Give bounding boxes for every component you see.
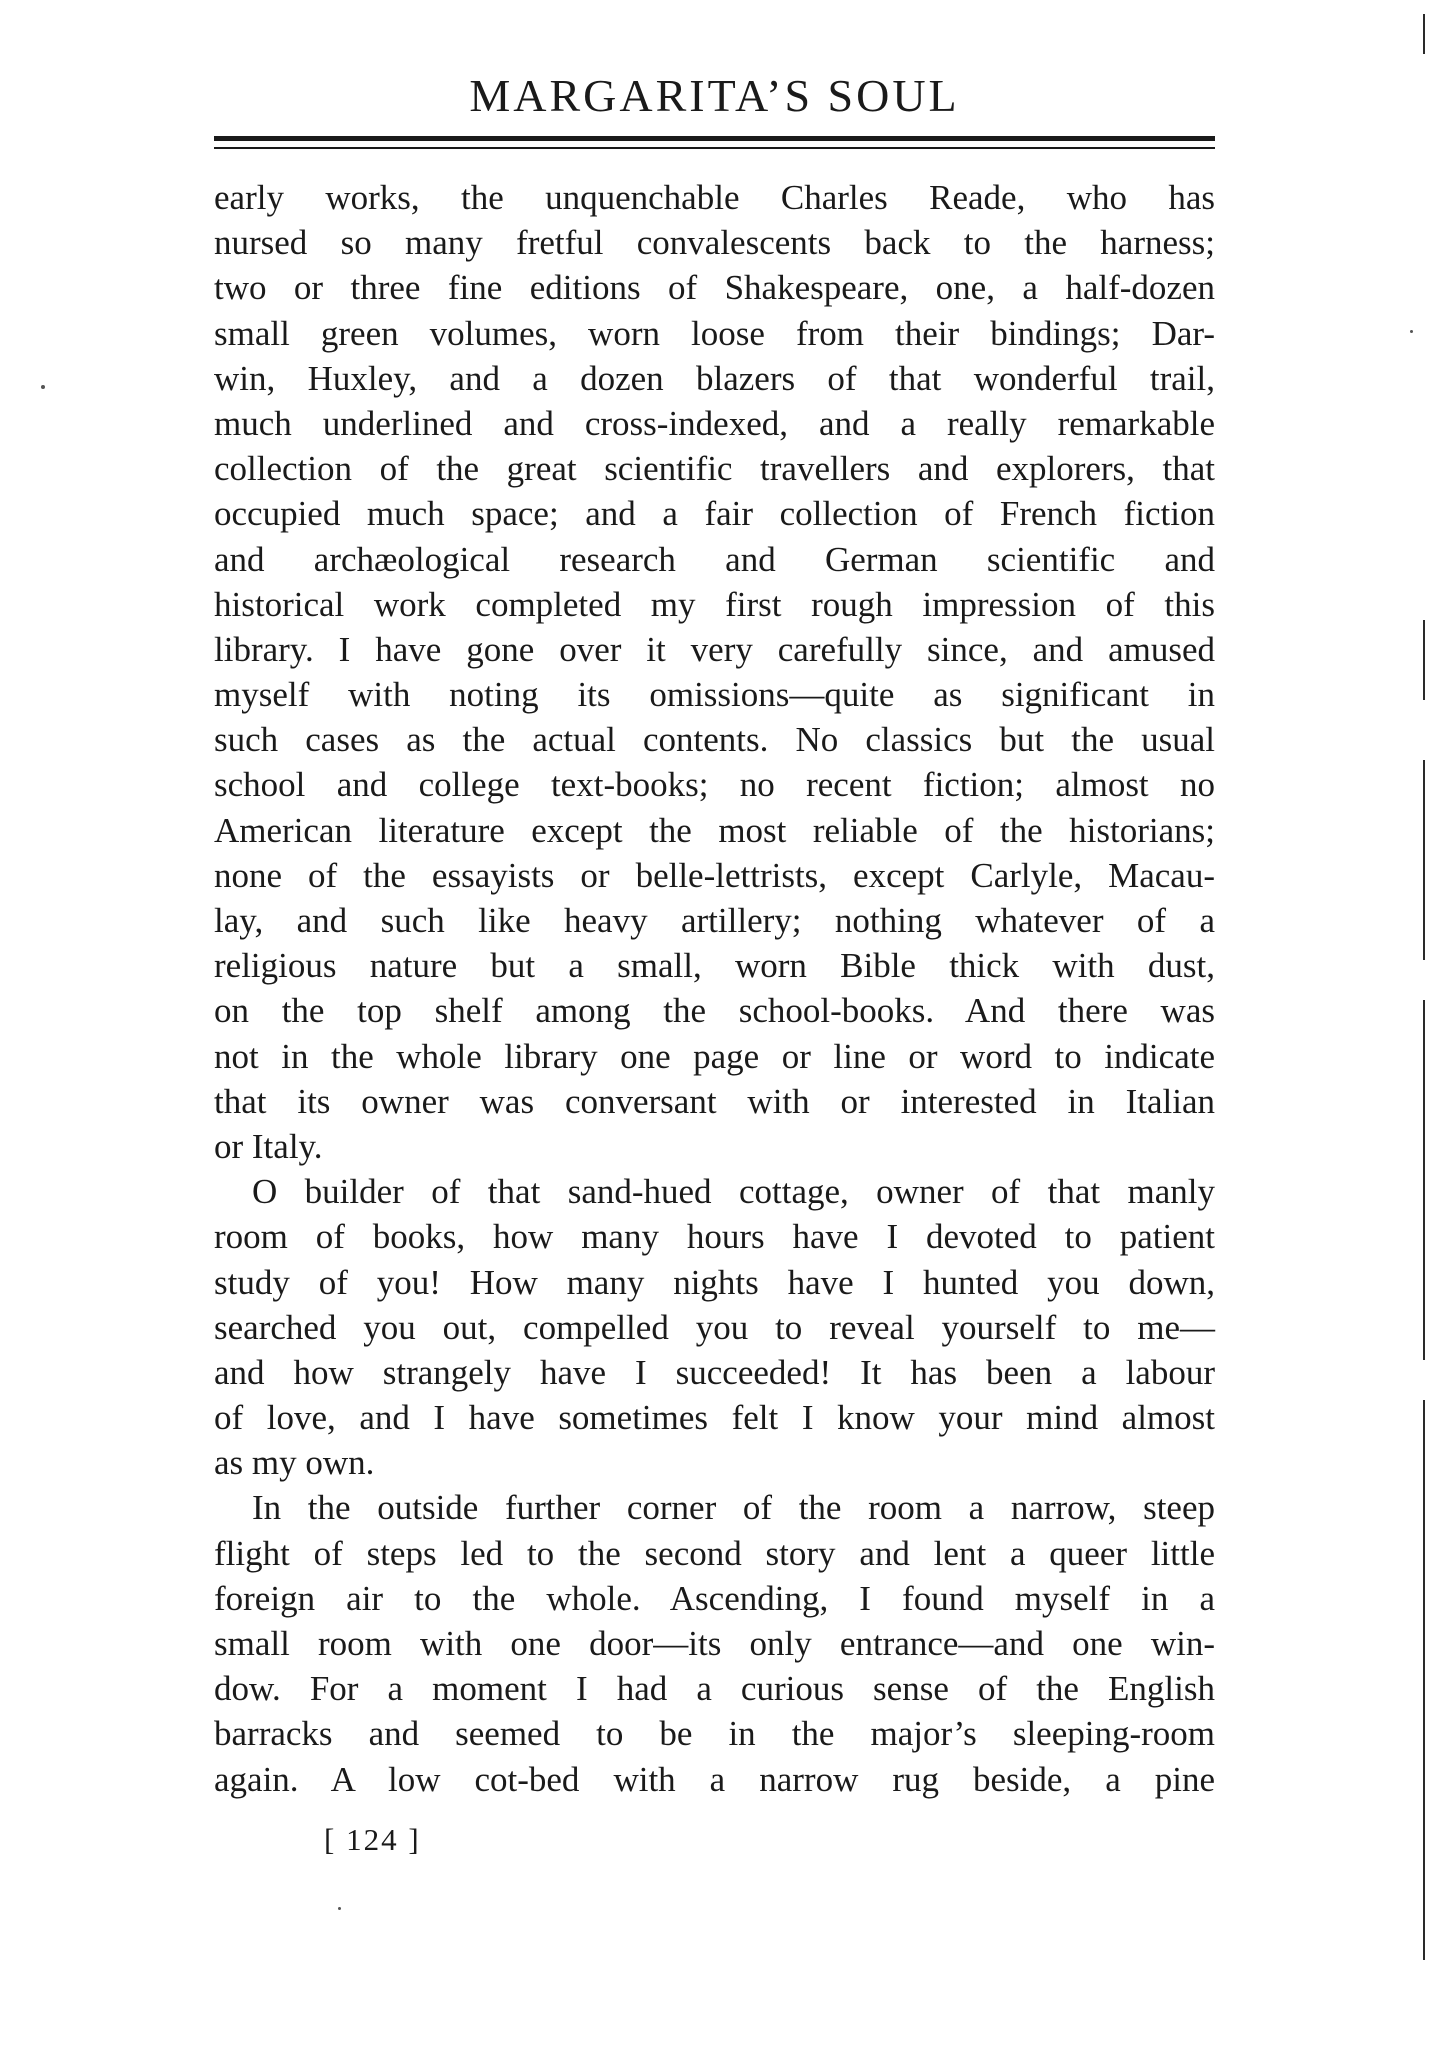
text-line: school and college text-books; no recent fiction; almost no xyxy=(214,765,1215,805)
text-line: on the top shelf among the school-books. And there was xyxy=(214,991,1215,1031)
ink-speck xyxy=(1410,330,1413,333)
text-line: occupied much space; and a fair collection of French fiction xyxy=(214,494,1215,534)
text-line: lay, and such like heavy artillery; nothing whatever of a xyxy=(214,901,1215,940)
text-line: much underlined and cross-indexed, and a really remarkable xyxy=(214,403,1215,443)
text-line: win, Huxley, and a dozen blazers of that wonderful trail, xyxy=(214,358,1215,398)
header-rule-thin xyxy=(214,147,1215,149)
ink-speck xyxy=(41,385,45,389)
text-line: or Italy. xyxy=(214,1126,323,1166)
text-line: and how strangely have I succeeded! It has been a labour xyxy=(214,1352,1215,1392)
text-line: as my own. xyxy=(214,1443,375,1483)
text-line: that its owner was conversant with or interested in Italian xyxy=(214,1081,1215,1121)
ink-speck xyxy=(338,1907,341,1910)
text-line: none of the essayists or belle-lettrists, except Carlyle, Macau- xyxy=(214,855,1215,895)
text-line: and archæological research and German scientific and xyxy=(214,539,1215,579)
running-title: MARGARITA’S SOUL xyxy=(469,70,960,121)
header-rule-thick xyxy=(214,136,1215,141)
text-line: religious nature but a small, worn Bible thick with dust, xyxy=(214,946,1215,986)
text-line: room of books, how many hours have I devoted to patient xyxy=(214,1217,1215,1257)
text-line: two or three fine editions of Shakespeare, one, a half-dozen xyxy=(214,268,1215,308)
body-text xyxy=(214,175,1215,1802)
text-line: not in the whole library one page or line or word to indicate xyxy=(214,1036,1215,1076)
text-line: small room with one door—its only entrance—and one win- xyxy=(214,1624,1215,1663)
text-line: early works, the unquenchable Charles Reade, who has xyxy=(214,178,1215,217)
page-edge-mark xyxy=(1423,1400,1425,1960)
page-edge-mark xyxy=(1423,620,1425,700)
page-edge-mark xyxy=(1423,1000,1425,1360)
text-line: O builder of that sand-hued cottage, owner of that manly xyxy=(252,1172,1215,1212)
text-line: foreign air to the whole. Ascending, I found myself in a xyxy=(214,1578,1215,1618)
text-line: library. I have gone over it very carefully since, and amused xyxy=(214,629,1215,669)
text-line: collection of the great scientific travellers and explorers, that xyxy=(214,449,1215,489)
text-line: In the outside further corner of the room a narrow, steep xyxy=(252,1488,1215,1528)
text-line: flight of steps led to the second story and lent a queer little xyxy=(214,1533,1215,1573)
text-line: dow. For a moment I had a curious sense of the English xyxy=(214,1669,1215,1709)
text-line: American literature except the most reliable of the historians; xyxy=(214,810,1215,850)
text-line: myself with noting its omissions—quite as significant in xyxy=(214,675,1215,715)
text-line: again. A low cot-bed with a narrow rug beside, a pine xyxy=(214,1759,1215,1799)
page-edge-mark xyxy=(1423,760,1425,960)
text-line: of love, and I have sometimes felt I know your mind almost xyxy=(214,1398,1215,1438)
text-line: study of you! How many nights have I hunted you down, xyxy=(214,1262,1215,1302)
text-line: such cases as the actual contents. No classics but the usual xyxy=(214,720,1215,760)
text-line: small green volumes, worn loose from their bindings; Dar- xyxy=(214,313,1215,353)
page-number: [ 124 ] xyxy=(324,1822,421,1857)
text-line: searched you out, compelled you to reveal yourself to me— xyxy=(214,1307,1215,1347)
text-line: historical work completed my first rough impression of this xyxy=(214,584,1215,624)
text-line: nursed so many fretful convalescents back to the harness; xyxy=(214,223,1215,263)
page-edge-mark xyxy=(1423,14,1425,54)
text-line: barracks and seemed to be in the major’s sleeping-room xyxy=(214,1714,1215,1754)
